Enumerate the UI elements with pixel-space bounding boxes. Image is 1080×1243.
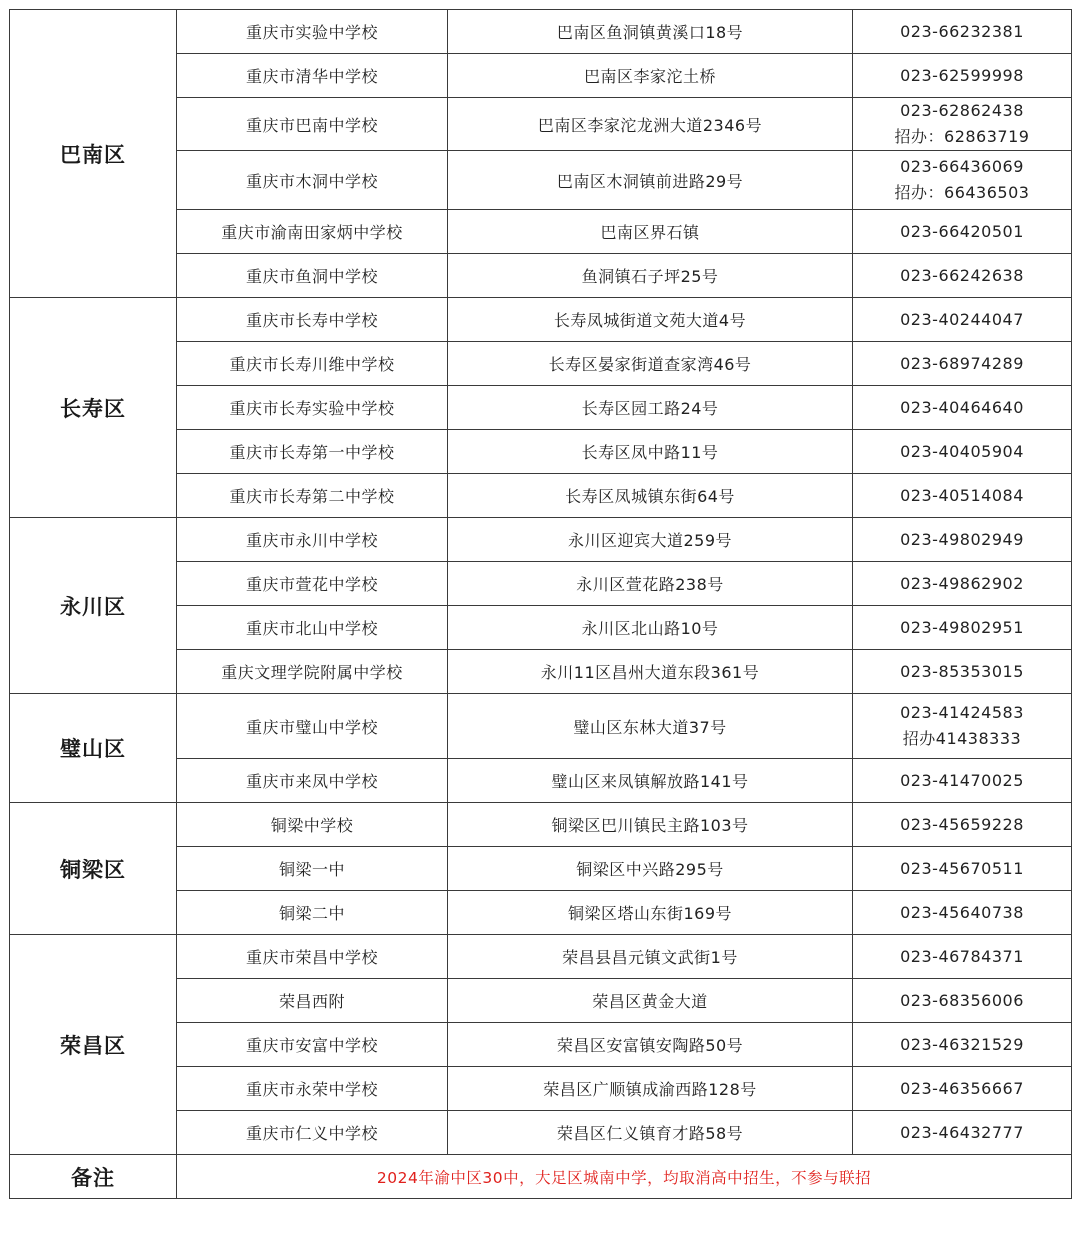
phone-line: 023-68974289: [900, 353, 1024, 373]
school-name-cell: 重庆市长寿第一中学校: [177, 430, 448, 474]
admissions-phone-line: 招办41438333: [902, 729, 1022, 748]
address-cell: 璧山区东林大道37号: [448, 694, 853, 759]
phone-line: 023-45670511: [900, 858, 1024, 878]
address-cell: 永川11区昌州大道东段361号: [448, 650, 853, 694]
school-name-cell: 重庆市安富中学校: [177, 1023, 448, 1067]
address-cell: 巴南区木洞镇前进路29号: [448, 151, 853, 210]
phone-line: 023-46784371: [900, 946, 1024, 966]
address-cell: 巴南区鱼洞镇黄溪口18号: [448, 10, 853, 54]
school-name-cell: 重庆市长寿第二中学校: [177, 474, 448, 518]
phone-cell: [853, 54, 1072, 98]
district-cell: 铜梁区: [10, 803, 177, 935]
address-cell: 长寿区晏家街道查家湾46号: [448, 342, 853, 386]
phone-line: 023-49802949: [900, 529, 1024, 549]
school-name-cell: 重庆市木洞中学校: [177, 151, 448, 210]
phone-cell: [853, 979, 1072, 1023]
phone-line: 023-66232381: [900, 21, 1024, 41]
address-cell: 铜梁区中兴路295号: [448, 847, 853, 891]
school-name-cell: 重庆市长寿川维中学校: [177, 342, 448, 386]
school-name-cell: 重庆市永荣中学校: [177, 1067, 448, 1111]
phone-cell: [853, 430, 1072, 474]
address-cell: 永川区北山路10号: [448, 606, 853, 650]
phone-line: 023-62862438: [900, 101, 1024, 120]
phone-line: 023-45659228: [900, 814, 1024, 834]
phone-line: 023-40244047: [900, 309, 1024, 329]
phone-line: 023-85353015: [900, 661, 1024, 681]
phone-cell: [853, 151, 1072, 210]
school-name-cell: 重庆市仁义中学校: [177, 1111, 448, 1155]
district-cell: 长寿区: [10, 298, 177, 518]
table-row: [10, 803, 1072, 847]
phone-cell: [853, 386, 1072, 430]
phone-cell: [853, 606, 1072, 650]
phone-cell: [853, 847, 1072, 891]
phone-cell: [853, 98, 1072, 151]
district-cell: 永川区: [10, 518, 177, 694]
phone-cell: [853, 803, 1072, 847]
school-name-cell: 重庆市永川中学校: [177, 518, 448, 562]
address-cell: 巴南区界石镇: [448, 210, 853, 254]
school-name-cell: 重庆市长寿中学校: [177, 298, 448, 342]
address-cell: 荣昌区广顺镇成渝西路128号: [448, 1067, 853, 1111]
phone-cell: [853, 298, 1072, 342]
phone-line: 023-66436069: [900, 157, 1024, 176]
phone-cell: [853, 562, 1072, 606]
table-row: [10, 935, 1072, 979]
address-cell: 鱼洞镇石子坪25号: [448, 254, 853, 298]
address-cell: 巴南区李家沱龙洲大道2346号: [448, 98, 853, 151]
phone-cell: [853, 1067, 1072, 1111]
address-cell: 荣昌区仁义镇育才路58号: [448, 1111, 853, 1155]
phone-line: 023-41424583: [900, 703, 1024, 722]
phone-cell: [853, 650, 1072, 694]
address-cell: 璧山区来凤镇解放路141号: [448, 759, 853, 803]
table-row: [10, 298, 1072, 342]
school-contact-table: [9, 9, 1072, 1199]
address-cell: 长寿区凤城镇东街64号: [448, 474, 853, 518]
school-name-cell: 重庆市巴南中学校: [177, 98, 448, 151]
phone-cell: [853, 694, 1072, 759]
phone-line: 023-46321529: [900, 1034, 1024, 1054]
school-name-cell: 重庆市来凤中学校: [177, 759, 448, 803]
address-cell: 巴南区李家沱土桥: [448, 54, 853, 98]
address-cell: 长寿凤城街道文苑大道4号: [448, 298, 853, 342]
phone-line: 023-40405904: [900, 441, 1024, 461]
district-cell: 荣昌区: [10, 935, 177, 1155]
address-cell: 铜梁区巴川镇民主路103号: [448, 803, 853, 847]
address-cell: 荣昌区黄金大道: [448, 979, 853, 1023]
phone-cell: [853, 474, 1072, 518]
address-cell: 永川区迎宾大道259号: [448, 518, 853, 562]
phone-cell: [853, 518, 1072, 562]
address-cell: 荣昌区安富镇安陶路50号: [448, 1023, 853, 1067]
school-name-cell: 重庆文理学院附属中学校: [177, 650, 448, 694]
phone-cell: [853, 759, 1072, 803]
phone-cell: [853, 254, 1072, 298]
address-cell: 永川区萱花路238号: [448, 562, 853, 606]
district-cell: 璧山区: [10, 694, 177, 803]
phone-line: 023-66420501: [900, 221, 1024, 241]
school-name-cell: 铜梁二中: [177, 891, 448, 935]
phone-line: 023-68356006: [900, 990, 1024, 1010]
remark-row: [10, 1155, 1072, 1199]
admissions-phone-line: 招办：62863719: [894, 127, 1030, 146]
school-contact-table-sheet: [9, 9, 1071, 1199]
school-name-cell: 重庆市荣昌中学校: [177, 935, 448, 979]
school-name-cell: 重庆市长寿实验中学校: [177, 386, 448, 430]
phone-cell: [853, 342, 1072, 386]
phone-line: 023-49802951: [900, 617, 1024, 637]
phone-cell: [853, 210, 1072, 254]
phone-cell: [853, 935, 1072, 979]
phone-line: 023-41470025: [900, 770, 1024, 790]
phone-cell: [853, 1111, 1072, 1155]
address-cell: 长寿区凤中路11号: [448, 430, 853, 474]
district-cell: 巴南区: [10, 10, 177, 298]
phone-cell: [853, 891, 1072, 935]
phone-cell: [853, 1023, 1072, 1067]
school-name-cell: 重庆市渝南田家炳中学校: [177, 210, 448, 254]
address-cell: 荣昌县昌元镇文武街1号: [448, 935, 853, 979]
phone-line: 023-62599998: [900, 65, 1024, 85]
school-name-cell: 重庆市清华中学校: [177, 54, 448, 98]
school-name-cell: 铜梁一中: [177, 847, 448, 891]
table-row: [10, 518, 1072, 562]
address-cell: 铜梁区塔山东街169号: [448, 891, 853, 935]
remark-text: 2024年渝中区30中，大足区城南中学，均取消高中招生，不参与联招: [177, 1155, 1072, 1199]
school-name-cell: 铜梁中学校: [177, 803, 448, 847]
school-name-cell: 重庆市萱花中学校: [177, 562, 448, 606]
phone-line: 023-66242638: [900, 265, 1024, 285]
school-name-cell: 重庆市北山中学校: [177, 606, 448, 650]
school-name-cell: 重庆市璧山中学校: [177, 694, 448, 759]
school-name-cell: 重庆市实验中学校: [177, 10, 448, 54]
admissions-phone-line: 招办：66436503: [894, 183, 1030, 202]
school-name-cell: 荣昌西附: [177, 979, 448, 1023]
phone-line: 023-49862902: [900, 573, 1024, 593]
phone-line: 023-40514084: [900, 485, 1024, 505]
phone-line: 023-40464640: [900, 397, 1024, 417]
phone-line: 023-46356667: [900, 1078, 1024, 1098]
school-name-cell: 重庆市鱼洞中学校: [177, 254, 448, 298]
remark-label: 备注: [10, 1155, 177, 1199]
phone-cell: [853, 10, 1072, 54]
table-row: [10, 694, 1072, 759]
phone-line: 023-46432777: [900, 1122, 1024, 1142]
phone-line: 023-45640738: [900, 902, 1024, 922]
address-cell: 长寿区园工路24号: [448, 386, 853, 430]
table-row: [10, 10, 1072, 54]
